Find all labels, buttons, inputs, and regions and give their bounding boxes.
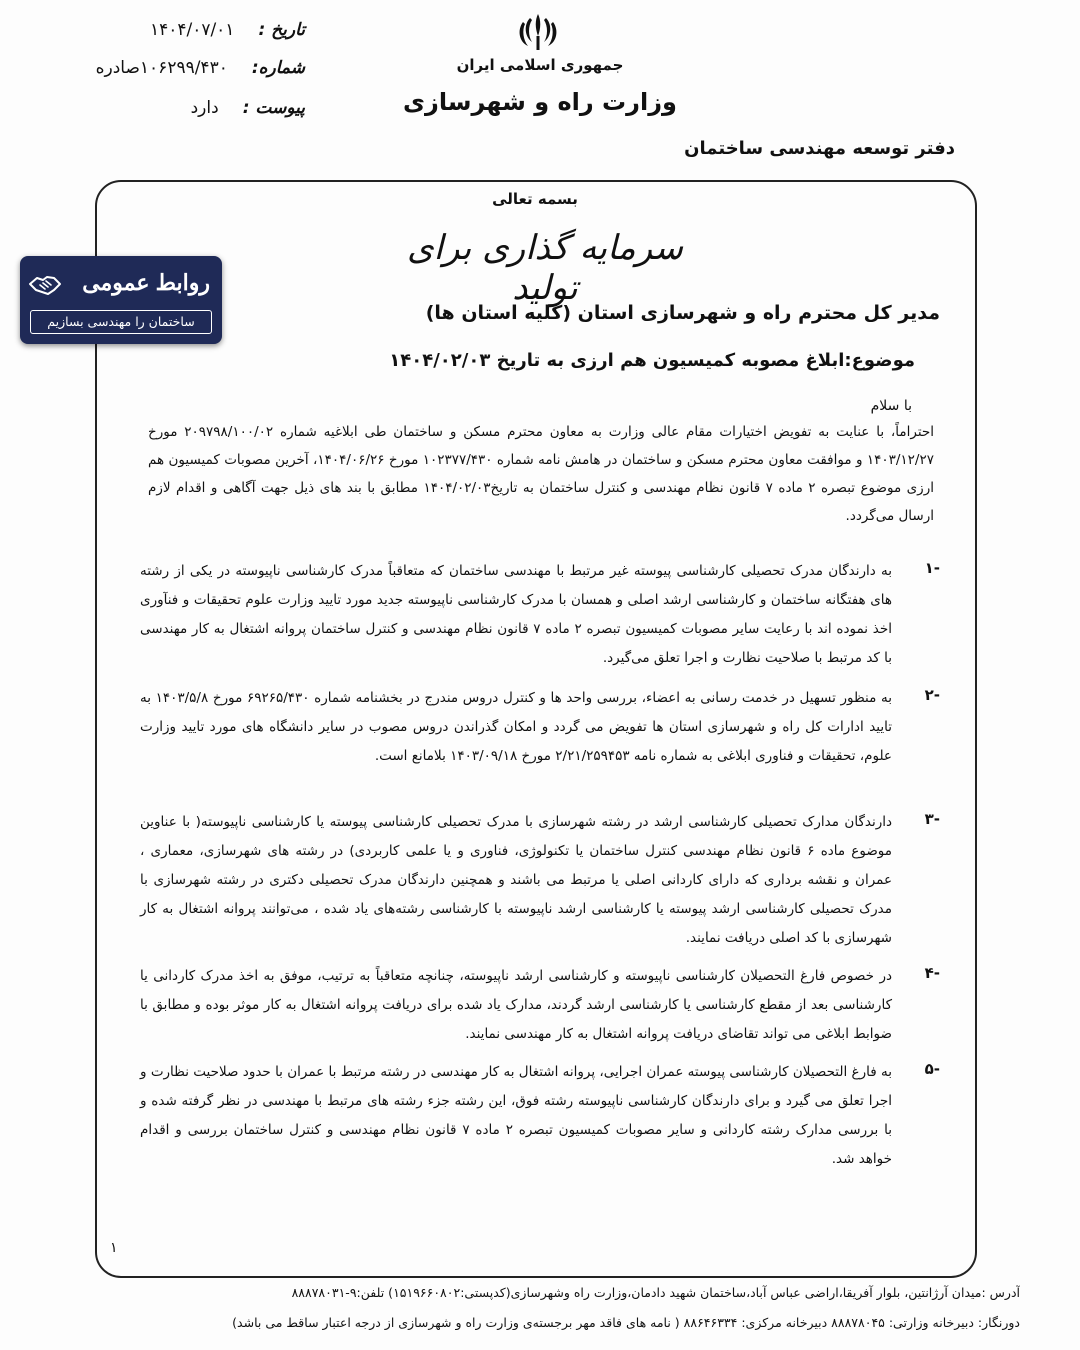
handshake-icon: [28, 270, 62, 298]
date-label: تاریخ :: [258, 20, 305, 40]
item-text: به منظور تسهیل در خدمت رسانی به اعضاء، بررسی واحد ها و کنترل دروس مندرج در بخشنامه شماره ۶۹۲۶۵/۴۳۰ مورخ ۱۴۰۳/۵/۸ به تایید ادارات کل راه و شهرسازی استان ها تفویض می گردد و امکان گذراندن دروس مصوب در سایر دانشگاه های مورد تایید وزارت علوم، تحقیقات و فناوری ابلاغی به شماره نامه ۲/۲۱/۲۵۹۴۵۳ مورخ ۱۴۰۳/۰۹/۱۸ بلامانع است.: [140, 690, 892, 764]
attachment-value: دارد: [190, 98, 219, 118]
item-number: -۱: [924, 559, 940, 577]
page-number: ۱: [110, 1240, 118, 1256]
badge-subtitle: ساختمان را مهندسی بسازیم: [30, 310, 212, 334]
footer-secretariat: دورنگار: دبیرخانه وزارتی: ۸۸۸۷۸۰۴۵ دبیرخانه مرکزی: ۸۸۶۴۶۳۳۴ ( نامه های فاقد مهر برجسته‌ی وزارت راه و شهرسازی از درجه اعتبار ساقط می باشد): [232, 1315, 1020, 1330]
letter-attachment: [191, 98, 305, 118]
greeting: با سلام: [870, 398, 912, 414]
number-value: ۱۰۶۲۹۹/۴۳۰صادره: [95, 58, 228, 78]
list-item: [130, 684, 940, 771]
attachment-label: پیوست :: [242, 98, 305, 118]
list-item: [130, 557, 940, 673]
date-value: ۱۴۰۴/۰۷/۰۱: [149, 20, 235, 40]
number-label: شماره:: [251, 58, 305, 78]
item-text: در خصوص فارغ التحصیلان کارشناسی ناپیوسته و کارشناسی ارشد ناپیوسته، چنانچه متعاقباً به ترتیب، موفق به اخذ مدرک کاردانی یا کارشناسی بعد از مقطع کارشناسی یا کارشناسی ارشد گردند، مدارک یاد شده برای دریافت پروانه اشتغال به کار موثر بوده و مطابق با ضوابط ابلاغی می تواند تقاضای دریافت پروانه اشتغال به کار مهندسی نمایند.: [140, 968, 892, 1042]
letter-number: [96, 58, 305, 78]
list-item: [130, 1058, 940, 1174]
list-item: [130, 808, 940, 953]
besm-heading: بسمه تعالی: [492, 190, 578, 208]
footer-address: آدرس :میدان آرژانتین، بلوار آفریقا،اراضی عباس آباد،ساختمان شهید دادمان،وزارت راه وشهرسازی(کدپستی:۱۵۱۹۶۶۰۸۰۲) تلفن:۹-۸۸۸۷۸۰۳۱: [291, 1285, 1020, 1300]
item-number: -۲: [924, 686, 940, 704]
subject-line: موضوع:ابلاغ مصوبه کمیسیون هم ارزی به تاریخ ۱۴۰۴/۰۲/۰۳: [389, 350, 915, 371]
office-name: دفتر توسعه مهندسی ساختمان: [684, 138, 955, 159]
item-number: -۴: [924, 964, 940, 982]
item-number: -۵: [924, 1060, 940, 1078]
intro-paragraph: احتراماً، با عنایت به تفویض اختیارات مقام عالی وزارت به معاون محترم مسکن و ساختمان طی ابلاغیه شماره ۲۰۹۷۹۸/۱۰۰/۰۲ مورخ ۱۴۰۳/۱۲/۲۷ و موافقت معاون محترم مسکن و ساختمان در هامش نامه شماره ۱۰۲۳۷۷/۴۳۰ مورخ ۱۴۰۴/۰۶/۲۶، آخرین مصوبات کمیسیون هم ارزی موضوع تبصره ۲ ماده ۷ قانون نظام مهندسی و کنترل ساختمان به تاریخ۱۴۰۴/۰۲/۰۳ مطابق با بند های ذیل جهت آگاهی و اقدام لازم ارسال می‌گردد.: [148, 424, 934, 524]
list-item: [130, 962, 940, 1049]
country-name: جمهوری اسلامی ایران: [456, 56, 624, 74]
addressee: مدیر کل محترم راه و شهرسازی استان (کلیه استان ها): [425, 302, 940, 324]
item-number: -۳: [924, 810, 940, 828]
item-text: به فارغ التحصیلان کارشناسی پیوسته عمران اجرایی، پروانه اشتغال به کار مهندسی در رشته مرتبط با عمران با حدود صلاحیت نظارت و اجرا تعلق می گیرد و برای دارندگان کارشناسی ناپیوسته رشته فوق، این رشته جزء رشته های مرتبط با مهندسی در نظر گرفته شده و با بررسی مدارک رشته کاردانی و سایر مصوبات کمیسیون تبصره ۲ ماده ۷ قانون نظام مهندسی و کنترل ساختمان بررسی و اقدام خواهد شد.: [140, 1064, 892, 1167]
item-text: به دارندگان مدرک تحصیلی کارشناسی پیوسته غیر مرتبط با مهندسی ساختمان که متعاقباً مدرک کارشناسی ناپیوسته در یکی از رشته های هفتگانه ساختمان و کارشناسی ارشد اصلی و همسان با مدرک کارشناسی ناپیوسته جدید مورد تایید وزارت علوم تحقیقات و فنآوری اخذ نموده اند با رعایت سایر مصوبات کمیسیون تبصره ۲ ماده ۷ قانون نظام مهندسی و کنترل ساختمان پروانه اشتغال به کار مهندسی با کد مرتبط با صلاحیت نظارت و اجرا تعلق می‌گیرد.: [140, 563, 892, 666]
item-text: دارندگان مدارک تحصیلی کارشناسی ارشد در رشته شهرسازی با مدرک تحصیلی کارشناسی پیوسته یا کارشناسی ناپیوسته( با عناوین موضوع ماده ۶ قانون نظام مهندسی کنترل ساختمان یا تکنولوژی، فناوری و یا علمی کاربردی) در رشته های شهرسازی، معماری ، عمران و نقشه برداری که دارای کاردانی اصلی یا مرتبط می باشند و همچنین دارندگان مدرک تحصیلی دکتری در رشته شهرسازی با مدرک تحصیلی کارشناسی ارشد پیوسته یا کارشناسی ارشد ناپیوسته با کارشناسی رشته‌های یاد شده ، می‌توانند پروانه اشتغال به کار شهرسازی با کد اصلی دریافت نمایند.: [140, 814, 892, 946]
iran-emblem-icon: [513, 10, 563, 54]
public-relations-badge: [20, 256, 222, 344]
badge-title: روابط عمومی: [82, 270, 210, 295]
letter-date: [150, 20, 305, 40]
ministry-name: وزارت راه و شهرسازی: [403, 88, 677, 116]
year-slogan: سرمایه گذاری برای تولید: [407, 228, 683, 308]
